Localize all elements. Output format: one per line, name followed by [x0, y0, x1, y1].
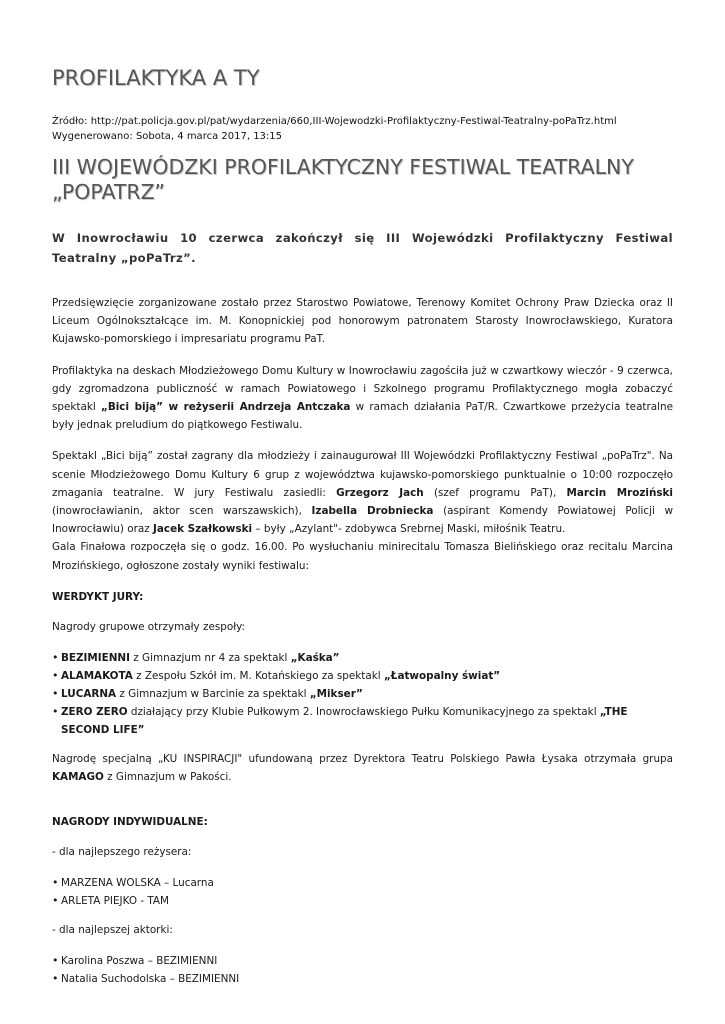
list-item	[52, 649, 673, 667]
text: Spektakl „Bici biją” został zagrany dla młodzieży i zainaugurował III Wojewódzki Profilaktyczny Festiwal „poPaTrz". Na scenie Młodzieżowego Domu Kultury 6 grup z województwa kujawsko-pomorskiego punktualnie o 10:00 rozpoczęło zmagania teatralne. W jury Festiwalu zasiedli:	[52, 450, 673, 499]
source-line: Źródło: http://pat.policja.gov.pl/pat/wydarzenia/660,III-Wojewodzki-Profilaktyczny-Festiwal-Teatralny-poPaTrz.html	[52, 116, 617, 127]
group-awards-list	[52, 649, 673, 739]
play-title: „Łatwopalny świat”	[383, 670, 501, 683]
text: Nagrodę specjalną „KU INSPIRACJI" ufundowaną przez Dyrektora Teatru Polskiego Pawła Łysaka otrzymała grupa	[52, 753, 673, 766]
paragraph-jury	[52, 447, 673, 574]
list-item: • ARLETA PIEJKO - TAM	[52, 892, 673, 910]
verdict-heading: WERDYKT JURY:	[52, 590, 144, 603]
text: (inowrocławianin, aktor scen warszawskich),	[52, 505, 312, 518]
text: – były „Azylant"- zdobywca Srebrnej Maski, miłośnik Teatru.	[252, 523, 566, 536]
list-item	[52, 685, 673, 703]
text: z Gimnazjum nr 4 za spektakl	[129, 652, 291, 665]
text: (szef programu PaT),	[423, 486, 567, 499]
bold-text: „Bici biją” w reżyserii Andrzeja Antczaka	[101, 401, 351, 414]
text: z Gimnazjum w Pakości.	[103, 771, 232, 784]
list-item: • Karolina Poszwa – BEZIMIENNI	[52, 952, 673, 970]
individual-awards-heading: NAGRODY INDYWIDUALNE:	[52, 815, 208, 828]
group-name: LUCARNA	[61, 688, 117, 701]
paragraph-preview	[52, 362, 673, 435]
group-name: ZERO ZERO	[61, 706, 128, 719]
article-lead: W Inowrocławiu 10 czerwca zakończył się III Wojewódzki Profilaktyczny Festiwal Teatralny „poPaTrz”.	[52, 231, 673, 265]
group-name: BEZIMIENNI	[61, 652, 130, 665]
jury-member-name: Grzegorz Jach	[336, 486, 424, 499]
text: (aspirant Komendy Powiatowej Policji w Inowrocławiu) oraz	[52, 505, 673, 536]
text: w ramach działania PaT/R. Czwartkowe przeżycia teatralne były jednak preludium do piątkowego Festiwalu.	[52, 401, 674, 432]
list-item	[52, 667, 673, 685]
actress-award-label: - dla najlepszej aktorki:	[52, 924, 173, 937]
actress-awards-list	[52, 952, 673, 988]
text: Gala Finałowa rozpoczęła się o godz. 16.00. Po wysłuchaniu minirecitalu Tomasza Bielińskiego oraz recitalu Marcina Mrozińskiego, ogłoszone zostały wyniki festiwalu:	[52, 541, 673, 572]
group-name: KAMAGO	[52, 771, 104, 784]
text: Profilaktyka na deskach Młodzieżowego Domu Kultury w Inowrocławiu zagościła już w czwartkowy wieczór - 9 czerwca, gdy zgromadzona publiczność w ramach Powiatowego i Szkolnego programu Profilaktycznego mogła zobaczyć spektakl	[52, 364, 673, 414]
director-awards-list	[52, 874, 673, 910]
site-title: PROFILAKTYKA A TY	[52, 66, 260, 90]
generated-line: Wygenerowano: Sobota, 4 marca 2017, 13:15	[52, 131, 283, 142]
article-title: III WOJEWÓDZKI PROFILAKTYCZNY FESTIWAL TEATRALNY „POPATRZ”	[52, 155, 634, 204]
list-item: • MARZENA WOLSKA – Lucarna	[52, 874, 673, 892]
play-title: „Mikser”	[309, 688, 363, 701]
text: działający przy Klubie Pułkowym 2. Inowrocławskiego Pułku Komunikacyjnego za spektakl	[127, 706, 600, 719]
paragraph-organizers: Przedsięwzięcie zorganizowane zostało przez Starostwo Powiatowe, Terenowy Komitet Ochrony Praw Dziecka oraz II Liceum Ogólnokształcące im. M. Konopnickiej pod honorowym patronatem Starosty Inowrocławskiego, Kuratora Kujawsko-pomorskiego i impresariatu programu PaT.	[52, 297, 673, 346]
jury-member-name: Jacek Szałkowski	[153, 523, 253, 536]
play-title: „THE SECOND LIFE”	[61, 706, 628, 737]
text: z Gimnazjum w Barcinie za spektakl	[116, 688, 310, 701]
document-meta	[52, 114, 617, 144]
group-awards-intro: Nagrody grupowe otrzymały zespoły:	[52, 621, 246, 634]
special-award-paragraph	[52, 750, 673, 786]
article-body	[52, 228, 673, 999]
group-name: ALAMAKOTA	[61, 670, 133, 683]
text: z Zespołu Szkół im. M. Kotańskiego za spektakl	[132, 670, 384, 683]
jury-member-name: Marcin Mroziński	[566, 486, 673, 499]
list-item: • Natalia Suchodolska – BEZIMIENNI	[52, 970, 673, 988]
play-title: „Kaśka”	[290, 652, 340, 665]
list-item	[52, 703, 673, 739]
jury-member-name: Izabella Drobniecka	[311, 505, 434, 518]
director-award-label: - dla najlepszego reżysera:	[52, 845, 192, 858]
